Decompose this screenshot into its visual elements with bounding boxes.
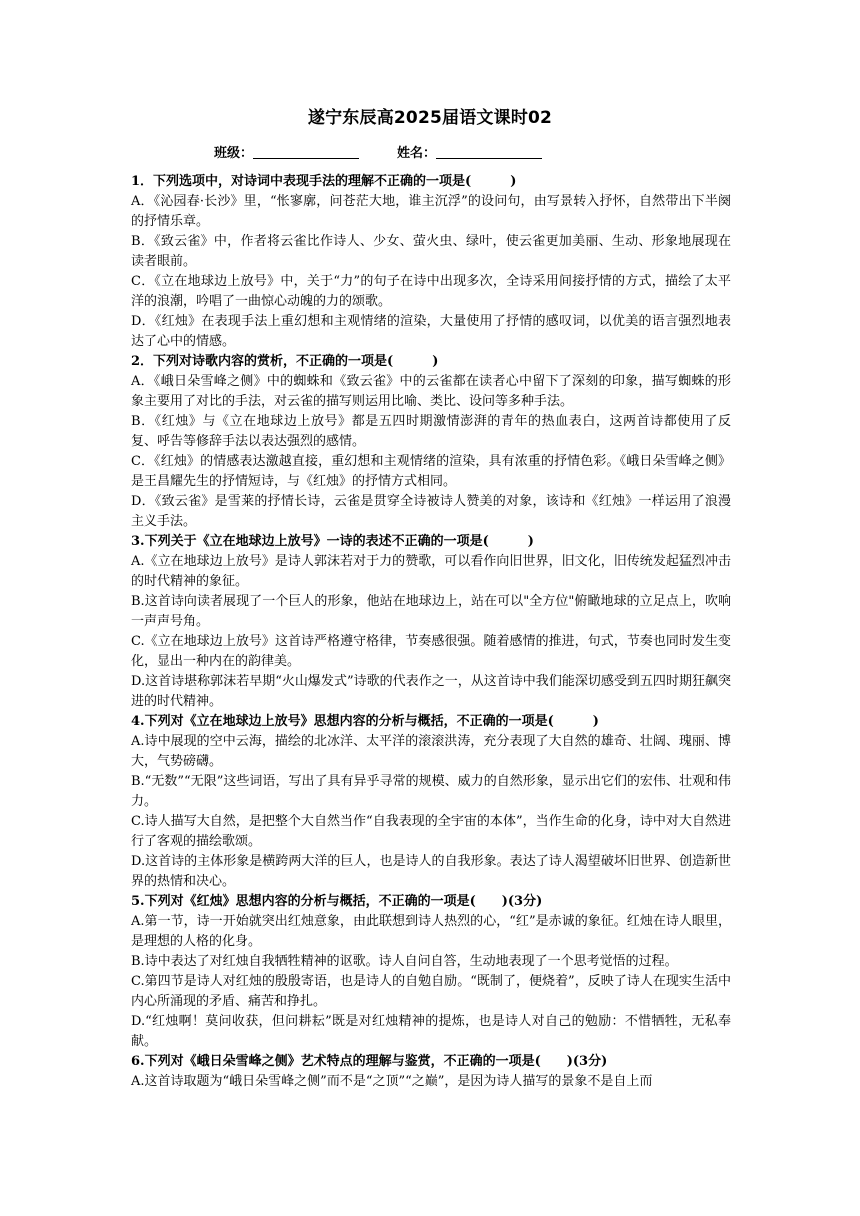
question-6-option-a: A.这首诗取题为“峨日朵雪峰之侧”而不是“之顶”“之巅”，是因为诗人描写的景象不是自上而 (131, 1074, 653, 1089)
question-5-option-a: A.第一节，诗一开始就突出红烛意象，由此联想到诗人热烈的心，“红”是赤诚的象征。红烛在诗人眼里，是理想的人格的化身。 (131, 914, 731, 949)
student-info-row (214, 144, 542, 164)
question-2-option-b: B．《红烛》与《立在地球边上放号》都是五四时期激情澎湃的青年的热血表白，这两首诗都使用了反复、呼告等修辞手法以表达强烈的感情。 (131, 414, 731, 449)
question-2-option-c: C．《红烛》的情感表达激越直接，重幻想和主观情绪的渲染，具有浓重的抒情色彩。《峨日朵雪峰之侧》是王昌耀先生的抒情短诗，与《红烛》的抒情方式相同。 (131, 454, 731, 489)
name-blank[interactable] (436, 144, 542, 159)
question-4-option-d: D.这首诗的主体形象是横跨两大洋的巨人，也是诗人的自我形象。表达了诗人渴望破坏旧世界、创造新世界的热情和决心。 (131, 854, 731, 889)
name-label: 姓名： (397, 146, 437, 161)
question-5-option-b: B.诗中表达了对红烛自我牺牲精神的讴歌。诗人自问自答，生动地表现了一个思考觉悟的过程。 (131, 954, 678, 969)
question-1-option-c: C．《立在地球边上放号》中，关于“力”的句子在诗中出现多次，全诗采用间接抒情的方式，描绘了太平洋的浪潮，吟唱了一曲惊心动魄的力的颂歌。 (131, 274, 731, 309)
class-blank[interactable] (253, 144, 359, 159)
document-title: 遂宁东辰高2025届语文课时02 (307, 108, 553, 128)
question-1-option-a: A．《沁园春·长沙》里，“怅寥廓，问苍茫大地，谁主沉浮”的设问句，由写景转入抒怀，自然带出下半阕的抒情乐章。 (131, 194, 731, 229)
question-4-option-b: B.“无数”“无限”这些词语，写出了具有异乎寻常的规模、威力的自然形象，显示出它们的宏伟、壮观和伟力。 (131, 774, 731, 809)
question-4-option-a: A.诗中展现的空中云海，描绘的北冰洋、太平洋的滚滚洪涛，充分表现了大自然的雄奇、壮阔、瑰丽、博大，气势磅礴。 (131, 734, 731, 769)
question-6-stem: 6.下列对《峨日朵雪峰之侧》艺术特点的理解与鉴赏，不正确的一项是( )(3分) (131, 1054, 608, 1069)
question-3-stem: 3.下列关于《立在地球边上放号》一诗的表述不正确的一项是( ) (131, 534, 534, 549)
question-5-stem: 5.下列对《红烛》思想内容的分析与概括，不正确的一项是( )(3分) (131, 894, 543, 909)
question-3-option-b: B.这首诗向读者展现了一个巨人的形象，他站在地球边上，站在可以"全方位"俯瞰地球的立足点上，吹响一声声号角。 (131, 594, 731, 629)
question-2-stem: 2．下列对诗歌内容的赏析，不正确的一项是( ) (131, 354, 439, 369)
question-1-stem: 1．下列选项中，对诗词中表现手法的理解不正确的一项是( ) (131, 174, 517, 189)
question-3-option-d: D.这首诗堪称郭沫若早期“火山爆发式”诗歌的代表作之一，从这首诗中我们能深切感受到五四时期狂飙突进的时代精神。 (131, 674, 731, 709)
question-3-option-c: C.《立在地球边上放号》这首诗严格遵守格律，节奏感很强。随着感情的推进，句式，节奏也同时发生变化，显出一种内在的韵律美。 (131, 634, 731, 669)
questions-body (131, 172, 731, 1092)
question-4-stem: 4.下列对《立在地球边上放号》思想内容的分析与概括，不正确的一项是( ) (131, 714, 599, 729)
question-2-option-d: D．《致云雀》是雪莱的抒情长诗，云雀是贯穿全诗被诗人赞美的对象，该诗和《红烛》一样运用了浪漫主义手法。 (131, 494, 731, 529)
question-1-option-b: B．《致云雀》中，作者将云雀比作诗人、少女、萤火虫、绿叶，使云雀更加美丽、生动、形象地展现在读者眼前。 (131, 234, 731, 269)
question-5-option-d: D.“红烛啊！莫问收获，但问耕耘”既是对红烛精神的提炼，也是诗人对自己的勉励：不惜牺牲，无私奉献。 (131, 1014, 731, 1049)
question-4-option-c: C.诗人描写大自然，是把整个大自然当作“自我表现的全宇宙的本体”，当作生命的化身，诗中对大自然进行了客观的描绘歌颂。 (131, 814, 731, 849)
question-3-option-a: A.《立在地球边上放号》是诗人郭沫若对于力的赞歌，可以看作向旧世界，旧文化，旧传统发起猛烈冲击的时代精神的象征。 (131, 554, 731, 589)
question-5-option-c: C.第四节是诗人对红烛的殷殷寄语，也是诗人的自勉自励。“既制了，便烧着”，反映了诗人在现实生活中内心所涌现的矛盾、痛苦和挣扎。 (131, 974, 731, 1009)
question-2-option-a: A．《峨日朵雪峰之侧》中的蜘蛛和《致云雀》中的云雀都在读者心中留下了深刻的印象，描写蜘蛛的形象主要用了对比的手法，对云雀的描写则运用比喻、类比、设问等多种手法。 (131, 374, 731, 409)
class-label: 班级： (214, 146, 254, 161)
question-1-option-d: D．《红烛》在表现手法上重幻想和主观情绪的渲染，大量使用了抒情的感叹词，以优美的语言强烈地表达了心中的情感。 (131, 314, 731, 349)
